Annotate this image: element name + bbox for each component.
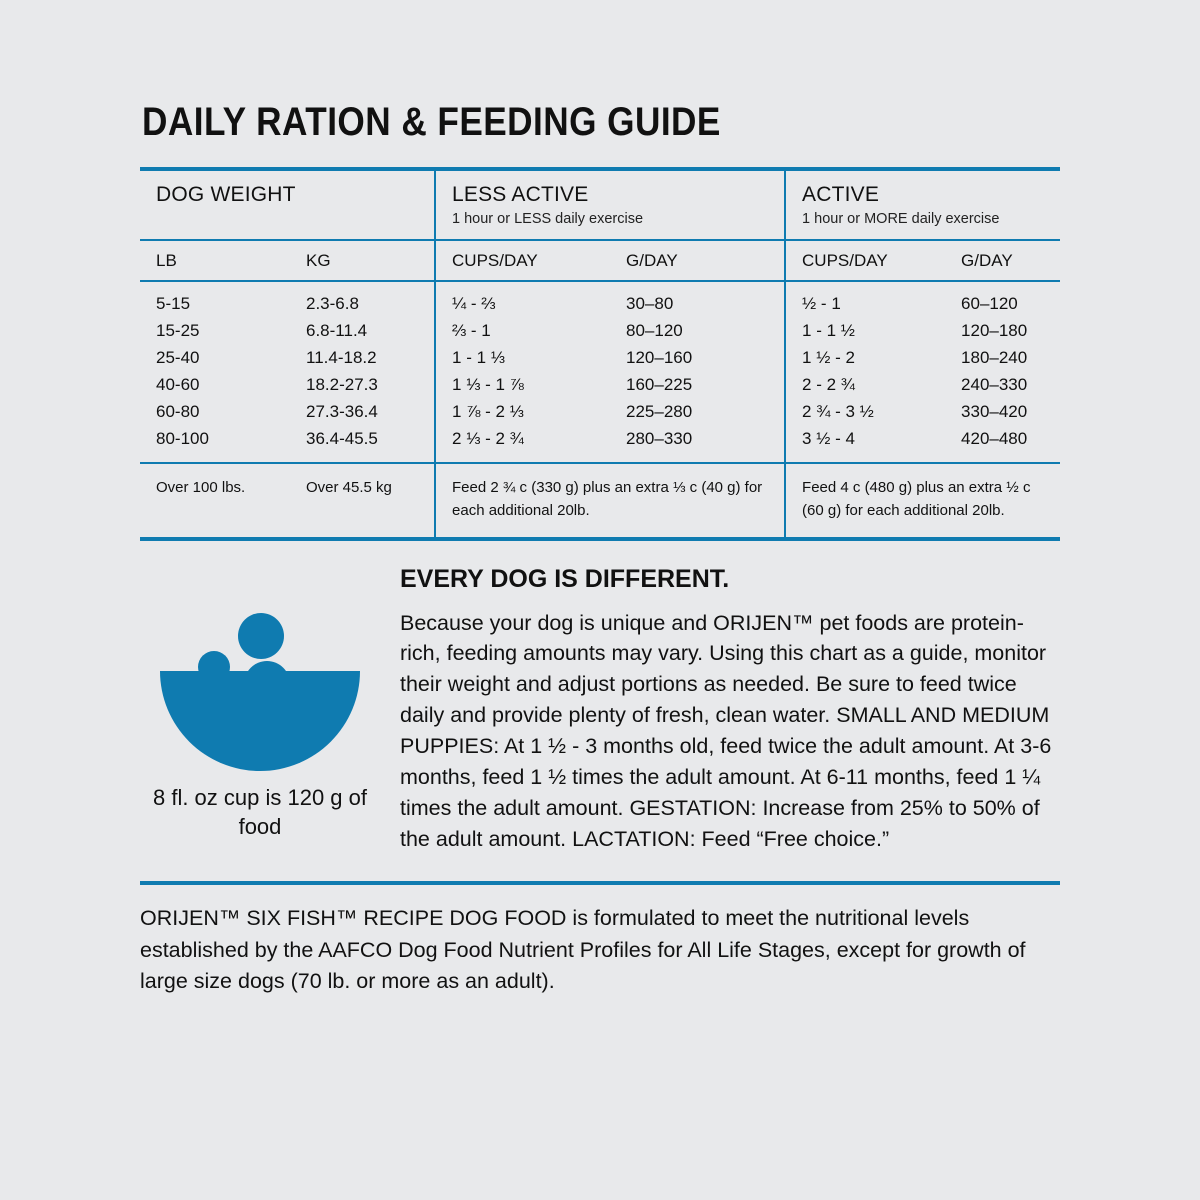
cell-lb: 15-25: [156, 321, 200, 340]
table-row: [140, 318, 1060, 345]
group-header-active: [785, 171, 1060, 240]
info-section: [140, 557, 1060, 856]
cell-less-active-grams: 225–280: [626, 402, 693, 421]
feeding-guide-table: [140, 171, 1060, 541]
cell-less-active-cups: 1 ⅞ - 2 ⅓: [435, 399, 610, 426]
cell-kg: 11.4-18.2: [306, 348, 377, 367]
column-header-active-cups: CUPS/DAY: [785, 240, 945, 281]
group-title: LESS ACTIVE: [452, 183, 589, 206]
table-note-row: [140, 463, 1060, 539]
cell-less-active-grams: 30–80: [610, 281, 785, 318]
cup-measure-block: [140, 557, 380, 856]
info-body-text: Because your dog is unique and ORIJEN™ pet foods are protein-rich, feeding amounts may vary. Using this chart as a guide, monitor their weight and adjust portions as needed. Be sure to feed twice daily and provide plenty of fresh, clean water. SMALL AND MEDIUM PUPPIES: At 1 ½ - 3 months old, feed twice the adult amount. At 3-6 months, feed 1 ½ times the adult amount. At 6-11 months, feed 1 ¼ times the adult amount. GESTATION: Increase from 25% to 50% of the adult amount. LACTATION: Feed “Free choice.”: [400, 610, 1052, 852]
cell-active-cups: 1 ½ - 2: [785, 345, 945, 372]
column-header-lb: LB: [140, 240, 290, 281]
table-row: [140, 345, 1060, 372]
cell-active-grams: 180–240: [961, 348, 1028, 367]
group-title: ACTIVE: [802, 183, 880, 206]
cell-active-grams: 60–120: [945, 281, 1060, 318]
cell-kg: 18.2-27.3: [306, 375, 378, 394]
info-heading: EVERY DOG IS DIFFERENT.: [400, 564, 730, 593]
cell-active-cups: ½ - 1: [785, 281, 945, 318]
group-header-less-active: [435, 171, 785, 240]
cell-less-active-cups: 1 ⅓ - 1 ⅞: [435, 372, 610, 399]
cell-active-cups: 2 - 2 ¾: [785, 372, 945, 399]
column-header-active-grams: G/DAY: [945, 240, 1060, 281]
kibble-icon: [238, 613, 284, 659]
cell-less-active-grams: 160–225: [626, 375, 693, 394]
table-row: [140, 399, 1060, 426]
table-row: [140, 281, 1060, 318]
bowl-shape: [160, 671, 360, 771]
aafco-statement: ORIJEN™ SIX FISH™ RECIPE DOG FOOD is formulated to meet the nutritional levels established by the AAFCO Dog Food Nutrient Profiles for All Life Stages, except for growth of large size dogs (70 lb. or more as an adult).: [140, 906, 1026, 993]
cell-less-active-cups: 2 ⅓ - 2 ¾: [435, 426, 610, 464]
cell-less-active-cups: ¼ - ⅔: [435, 281, 610, 318]
cell-active-cups: 3 ½ - 4: [785, 426, 945, 464]
table-row: [140, 372, 1060, 399]
cell-active-grams: 120–180: [961, 321, 1028, 340]
cell-less-active-grams: 80–120: [626, 321, 683, 340]
page-title: DAILY RATION & FEEDING GUIDE: [142, 100, 721, 144]
dog-bowl-icon: [160, 609, 360, 749]
note-less-active: Feed 2 ¾ c (330 g) plus an extra ⅓ c (40 g) for each additional 20lb.: [435, 463, 785, 539]
column-header-kg: KG: [290, 240, 435, 281]
column-header-less-active-cups: CUPS/DAY: [435, 240, 610, 281]
column-header-less-active-grams: G/DAY: [610, 240, 785, 281]
cell-less-active-grams: 280–330: [626, 429, 693, 448]
cell-active-grams: 330–420: [961, 402, 1028, 421]
footer-divider: [140, 881, 1060, 885]
cell-kg: 2.3-6.8: [290, 281, 435, 318]
cell-lb: 80-100: [156, 429, 209, 448]
cell-active-grams: 420–480: [961, 429, 1028, 448]
cell-less-active-cups: ⅔ - 1: [435, 318, 610, 345]
note-kg: Over 45.5 kg: [290, 463, 435, 539]
group-subtitle: 1 hour or MORE daily exercise: [802, 211, 1000, 227]
table-row: [140, 426, 1060, 464]
cell-active-cups: 2 ¾ - 3 ½: [785, 399, 945, 426]
group-subtitle: 1 hour or LESS daily exercise: [452, 211, 644, 227]
cell-lb: 5-15: [140, 281, 290, 318]
info-text-block: [380, 557, 1060, 856]
table-group-header-row: [140, 171, 1060, 240]
group-header-dog-weight: [140, 171, 435, 240]
note-active: Feed 4 c (480 g) plus an extra ½ c (60 g) for each additional 20lb.: [785, 463, 1060, 539]
info-body: [400, 608, 1060, 856]
table-column-header-row: [140, 240, 1060, 281]
cell-less-active-grams: 120–160: [626, 348, 693, 367]
cell-lb: 60-80: [156, 402, 200, 421]
cell-kg: 36.4-45.5: [306, 429, 378, 448]
cell-active-grams: 240–330: [961, 375, 1028, 394]
group-title: DOG WEIGHT: [156, 183, 296, 206]
cup-caption: 8 fl. oz cup is 120 g of food: [152, 784, 368, 840]
cell-less-active-cups: 1 - 1 ⅓: [435, 345, 610, 372]
cell-lb: 40-60: [156, 375, 200, 394]
cell-active-cups: 1 - 1 ½: [785, 318, 945, 345]
cell-kg: 27.3-36.4: [306, 402, 378, 421]
cell-lb: 25-40: [156, 348, 200, 367]
note-lb: Over 100 lbs.: [140, 463, 290, 539]
cell-kg: 6.8-11.4: [306, 321, 368, 340]
